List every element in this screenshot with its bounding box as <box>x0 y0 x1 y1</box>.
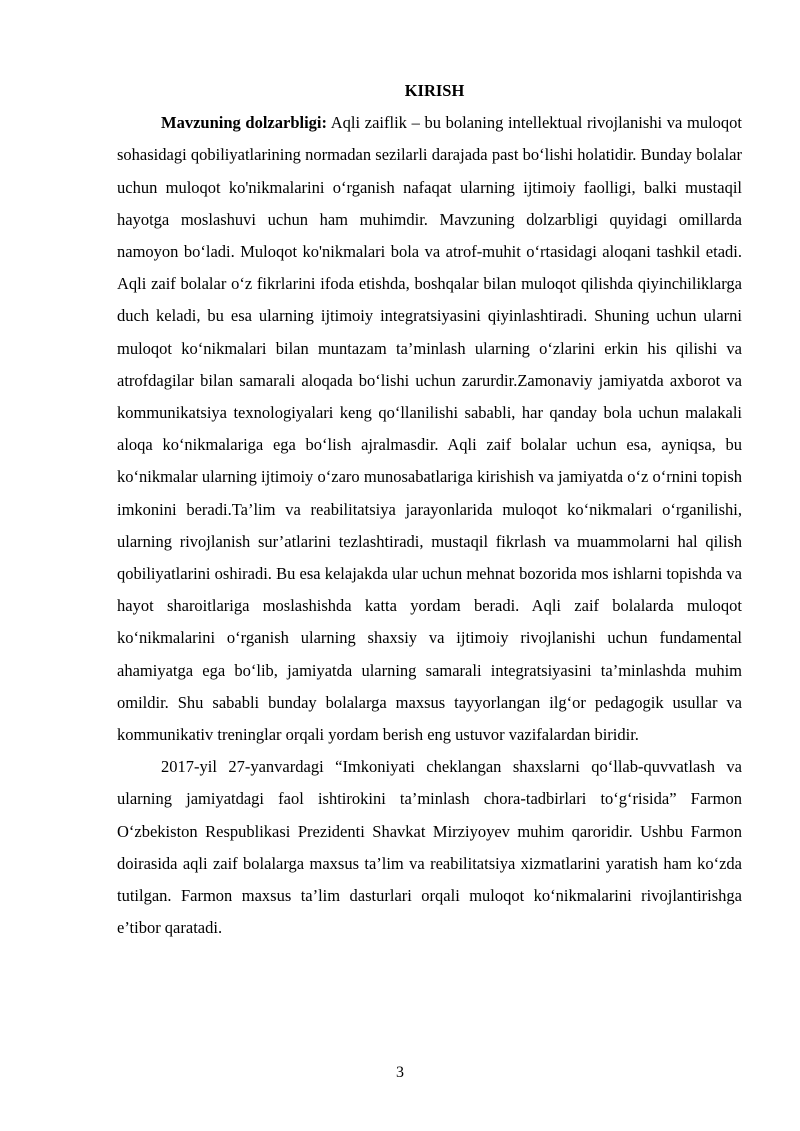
page-body <box>117 75 742 944</box>
paragraph-decree: 2017-yil 27-yanvardagi “Imkoniyati cheklangan shaxslarni qoʻllab-quvvatlash va ularning jamiyatdagi faol ishtirokini ta’minlash chora-tadbirlari toʻgʻrisida” Farmon Oʻzbekiston Respublikasi Prezidenti Shavkat Mirziyoyev muhim qaroridir. Ushbu Farmon doirasida aqli zaif bolalarga maxsus ta’lim va reabilitatsiya xizmatlarini yaratish ham koʻzda tutilgan. Farmon maxsus ta’lim dasturlari orqali muloqot koʻnikmalarini rivojlantirishga e’tibor qaratadi. <box>117 757 742 938</box>
paragraph-relevance <box>117 107 742 751</box>
paragraph-text: Aqli zaiflik – bu bolaning intellektual rivojlanishi va muloqot sohasidagi qobiliyatlarining normadan sezilarli darajada past boʻlishi holatidir. Bunday bolalar uchun muloqot ko'nikmalarini oʻrganish nafaqat ularning ijtimoiy faolligi, balki mustaqil hayotga moslashuvi uchun ham muhimdir. Mavzuning dolzarbligi quyidagi omillarda namoyon boʻladi. Muloqot ko'nikmalari bola va atrof-muhit oʻrtasidagi aloqani tashkil etadi. Aqli zaif bolalar oʻz fikrlarini ifoda etishda, boshqalar bilan muloqot qilishda qiyinchiliklarga duch keladi, bu esa ularning ijtimoiy integratsiyasini qiyinlashtiradi. Shuning uchun ularni muloqot koʻnikmalari bilan muntazam ta’minlash ularning oʻzlarini erkin his qilishi va atrofdagilar bilan samarali aloqada boʻlishi uchun zarurdir.Zamonaviy jamiyatda axborot va kommunikatsiya texnologiyalari keng qoʻllanilishi sababli, har qanday bola uchun malakali aloqa koʻnikmalariga ega boʻlish ajralmasdir. Aqli zaif bolalar uchun esa, ayniqsa, bu koʻnikmalar ularning ijtimoiy oʻzaro munosabatlariga kirishish va jamiyatda oʻz oʻrnini topish imkonini beradi.Ta’lim va reabilitatsiya jarayonlarida muloqot koʻnikmalari oʻrganilishi, ularning rivojlanish sur’atlarini tezlashtiradi, mustaqil fikrlash va muammolarni hal qilish qobiliyatlarini oshiradi. Bu esa kelajakda ular uchun mehnat bozorida mos ishlarni topishda va hayot sharoitlariga moslashishda katta yordam beradi. Aqli zaif bolalarda muloqot koʻnikmalarini oʻrganish ularning shaxsiy va ijtimoiy rivojlanishi uchun fundamental ahamiyatga ega boʻlib, jamiyatda ularning samarali integratsiyasini ta’minlashda muhim omildir. Shu sababli bunday bolalarga maxsus tayyorlangan ilgʻor pedagogik usullar va kommunikativ treninglar orqali yordam berish eng ustuvor vazifalardan biridir. <box>117 113 743 745</box>
paragraph-label: Mavzuning dolzarbligi: <box>161 113 328 133</box>
page-number: 3 <box>396 1064 404 1081</box>
section-heading: KIRISH <box>404 81 465 100</box>
